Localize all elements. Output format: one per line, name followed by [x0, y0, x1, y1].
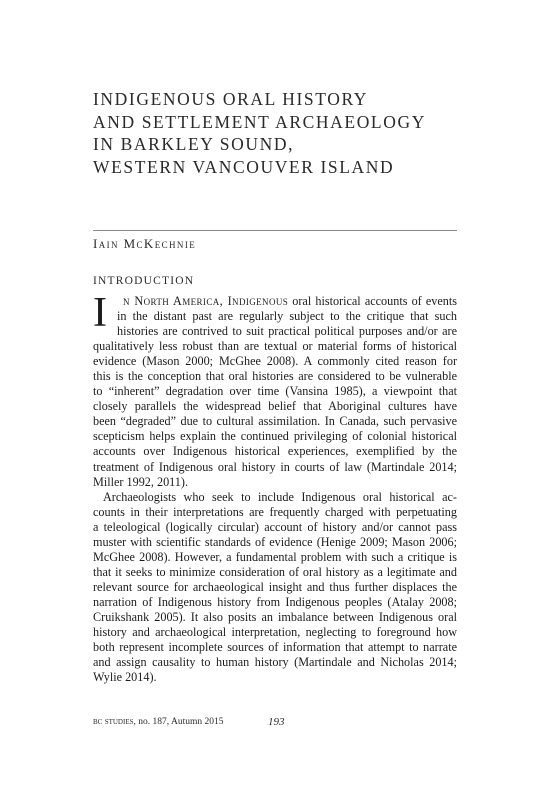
text-line: histories are contrived to suit practical political purposes and/or are	[117, 324, 457, 339]
text-line: both represent incomplete sources of information that attempt to narrate	[93, 640, 457, 655]
text-line: in the distant past are regularly subject to the critique that such	[117, 309, 457, 324]
text-line: Miller 1992, 2011).	[93, 474, 189, 489]
text-line: treatment of Indigenous oral history in courts of law (Martindale 2014;	[93, 459, 457, 474]
text-line: McGhee 2008). However, a fundamental problem with such a critique is	[93, 549, 457, 564]
drop-cap: I	[93, 290, 107, 336]
title-line: INDIGENOUS ORAL HISTORY	[93, 89, 368, 109]
title-divider	[93, 230, 457, 231]
text-line: narration of Indigenous history from Indigenous peoples (Atalay 2008;	[93, 594, 457, 609]
body-text	[93, 290, 457, 685]
text-line: muster with scientific standards of evidence (Henige 2009; Mason 2006;	[93, 534, 457, 549]
text-line: evidence (Mason 2000; McGhee 2008). A commonly cited reason for	[93, 354, 457, 369]
text-line: Archaeologists who seek to include Indigenous oral historical ac-	[103, 489, 457, 504]
page-number: 193	[268, 716, 285, 728]
text-line: qualitatively less robust than are textual or material forms of historical	[93, 339, 457, 354]
title-line: IN BARKLEY SOUND,	[93, 134, 295, 154]
text-line: history and archaeological interpretation, neglecting to foreground how	[93, 625, 457, 640]
author-name: Iain McKechnie	[93, 236, 197, 251]
section-heading: INTRODUCTION	[93, 275, 195, 287]
text-line: accounts over Indigenous historical experiences, exemplified by the	[93, 444, 457, 459]
text-line: Wylie 2014).	[93, 670, 157, 685]
text-line: a teleological (logically circular) account of history and/or cannot pass	[93, 519, 457, 534]
title-line: WESTERN VANCOUVER ISLAND	[93, 156, 395, 177]
text-line: and assign causality to human history (Martindale and Nicholas 2014;	[93, 655, 457, 670]
title-line: AND SETTLEMENT ARCHAEOLOGY	[93, 111, 426, 132]
text-line: to “inherent” degradation over time (Vansina 1985), a viewpoint that	[93, 384, 457, 399]
text-line: this is the conception that oral histories are considered to be vulnerable	[93, 369, 457, 384]
text-line: scepticism helps explain the continued privileging of colonial historical	[93, 429, 457, 444]
text-line: counts in their interpretations are frequently charged with perpetuating	[93, 504, 457, 519]
issue-info: no. 187, Autumn 2015	[135, 717, 224, 727]
running-footer	[93, 717, 224, 727]
text-line: closely parallels the widespread belief that Aboriginal cultures have	[93, 399, 457, 414]
journal-name: bc studies,	[93, 717, 136, 727]
lead-words: n North America, Indigenous	[123, 294, 289, 308]
article-title	[93, 88, 473, 178]
text-line: n North America, Indigenous oral historical accounts of events	[123, 294, 457, 308]
text-line: been “degraded” due to cultural assimilation. In Canada, such pervasive	[93, 414, 457, 429]
text-line: that it seeks to minimize consideration of oral history as a legitimate and	[93, 564, 457, 579]
text-line: Cruikshank 2005). It also posits an imbalance between Indigenous oral	[93, 609, 457, 624]
text-line: relevant source for archaeological insight and thus further displaces the	[93, 579, 457, 594]
